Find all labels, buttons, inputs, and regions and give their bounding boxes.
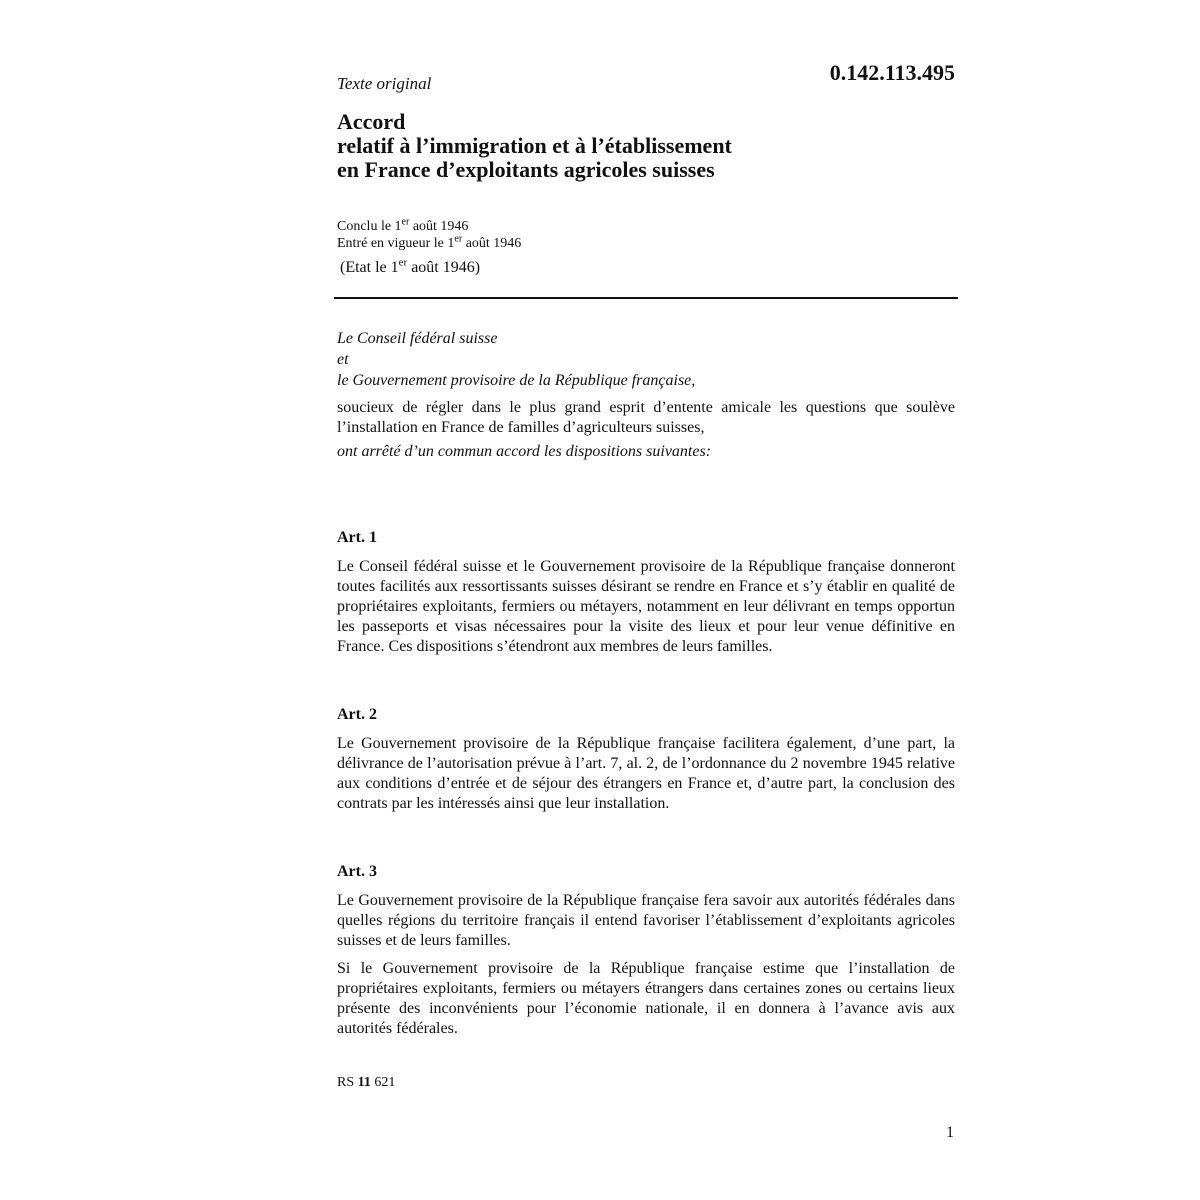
in-force-date: Entré en vigueur le 1er août 1946 xyxy=(337,233,522,251)
article-heading: Art. 2 xyxy=(337,706,377,723)
article-heading: Art. 3 xyxy=(337,863,377,880)
title-line-2: relatif à l’immigration et à l’établissement xyxy=(337,133,732,158)
article-3 xyxy=(337,862,955,1047)
title-line-3: en France d’exploitants agricoles suisses xyxy=(337,157,715,182)
header-divider xyxy=(334,297,958,299)
party-2: le Gouvernement provisoire de la République française, xyxy=(337,372,696,389)
article-heading: Art. 1 xyxy=(337,529,377,546)
footnote-reference: RS 11 621 xyxy=(337,1075,396,1090)
party-conjunction: et xyxy=(337,351,349,368)
title-line-1: Accord xyxy=(337,109,406,134)
article-paragraph: Le Gouvernement provisoire de la République française facilitera également, d’une part, la délivrance de l’autorisation prévue à l’art. 7, al. 2, de l’ordonnance du 2 novembre 1945 relative aux conditions d’entrée et de séjour des étrangers en France et, d’autre part, la conclusion des contrats par les intéressés ainsi que leur installation. xyxy=(337,735,955,812)
document-number: 0.142.113.495 xyxy=(829,60,955,85)
state-date: (Etat le 1er août 1946) xyxy=(340,256,481,276)
preamble-parties xyxy=(337,328,695,391)
party-1: Le Conseil fédéral suisse xyxy=(337,330,498,347)
article-paragraph: Le Conseil fédéral suisse et le Gouvernement provisoire de la République française donneront toutes facilités aux ressortissants suisses désirant se rendre en France et s’y établir en qualité de propriétaires exploitants, fermiers ou métayers, notamment en leur délivrant en temps opportun les passeports et visas nécessaires pour la visite des lieux et pour leur venue définitive en France. Ces dispositions s’étendront aux membres de leurs familles. xyxy=(337,558,955,655)
original-text-label: Texte original xyxy=(337,74,432,93)
page-number: 1 xyxy=(946,1124,954,1141)
conclusion-dates xyxy=(337,218,521,252)
concluded-date: Conclu le 1er août 1946 xyxy=(337,216,469,234)
article-1 xyxy=(337,528,955,665)
article-paragraph: Si le Gouvernement provisoire de la République française estime que l’installation de propriétaires exploitants, fermiers ou métayers étrangers dans certaines zones ou certains lieux présente des inconvénients pour l’économie nationale, il en donnera à l’avance avis aux autorités fédérales. xyxy=(337,960,955,1037)
preamble-text: soucieux de régler dans le plus grand esprit d’entente amicale les questions que soulève l’installation en France de familles d’agriculteurs suisses, xyxy=(337,399,955,436)
article-paragraph: Le Gouvernement provisoire de la République française fera savoir aux autorités fédérales dans quelles régions du territoire français il entend favoriser l’établissement d’exploitants agricoles suisses et de leurs familles. xyxy=(337,892,955,949)
article-2 xyxy=(337,705,955,822)
document-title xyxy=(337,110,957,182)
preamble-conclusion: ont arrêté d’un commun accord les dispositions suivantes: xyxy=(337,443,712,460)
